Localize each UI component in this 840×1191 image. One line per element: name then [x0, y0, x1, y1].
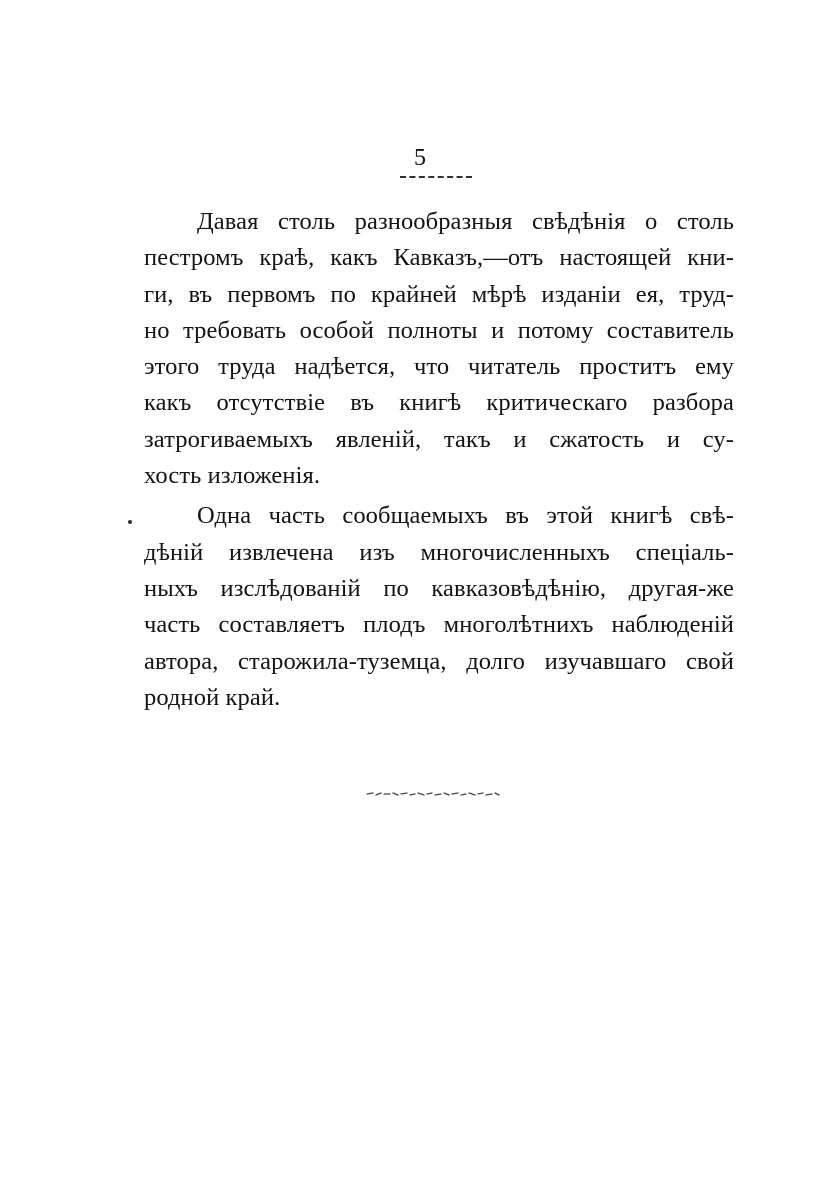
text-line: дѣній извлечена изъ многочисленныхъ спеціаль- — [144, 538, 734, 566]
text-line: хость изложенія. — [144, 462, 321, 490]
text-line: затрогиваемыхъ явленій, такъ и сжатость и су- — [144, 425, 734, 453]
body-text — [144, 204, 734, 716]
text-line: но требовать особой полноты и потому составитель — [144, 316, 734, 344]
text-line: этого труда надѣется, что читатель проститъ ему — [144, 353, 734, 381]
paragraph-1 — [144, 204, 734, 494]
text-line: ги, въ первомъ по крайней мѣрѣ изданіи ея, труд- — [144, 280, 734, 308]
text-line: Давая столь разнообразныя свѣдѣнія о столь — [197, 208, 734, 235]
text-line: родной край. — [144, 683, 281, 711]
text-line: какъ отсутствіе въ книгѣ критическаго разбора — [144, 389, 734, 417]
paragraph-2 — [144, 498, 734, 716]
page-number-rule — [400, 176, 472, 178]
page-number: 5 — [414, 145, 426, 171]
text-line: Одна часть сообщаемыхъ въ этой книгѣ свѣ- — [197, 502, 734, 530]
text-line: пестромъ краѣ, какъ Кавказъ,—отъ настоящей кни- — [144, 244, 734, 272]
text-line: часть составляетъ плодъ многолѣтнихъ наблюденій — [144, 611, 734, 639]
print-speck-mark — [128, 520, 132, 524]
dashed-tailpiece-ornament-icon — [366, 790, 500, 798]
text-line: ныхъ изслѣдованій по кавказовѣдѣнію, другая-же — [144, 574, 734, 602]
text-line: автора, старожила-туземца, долго изучавшаго свой — [144, 647, 734, 675]
